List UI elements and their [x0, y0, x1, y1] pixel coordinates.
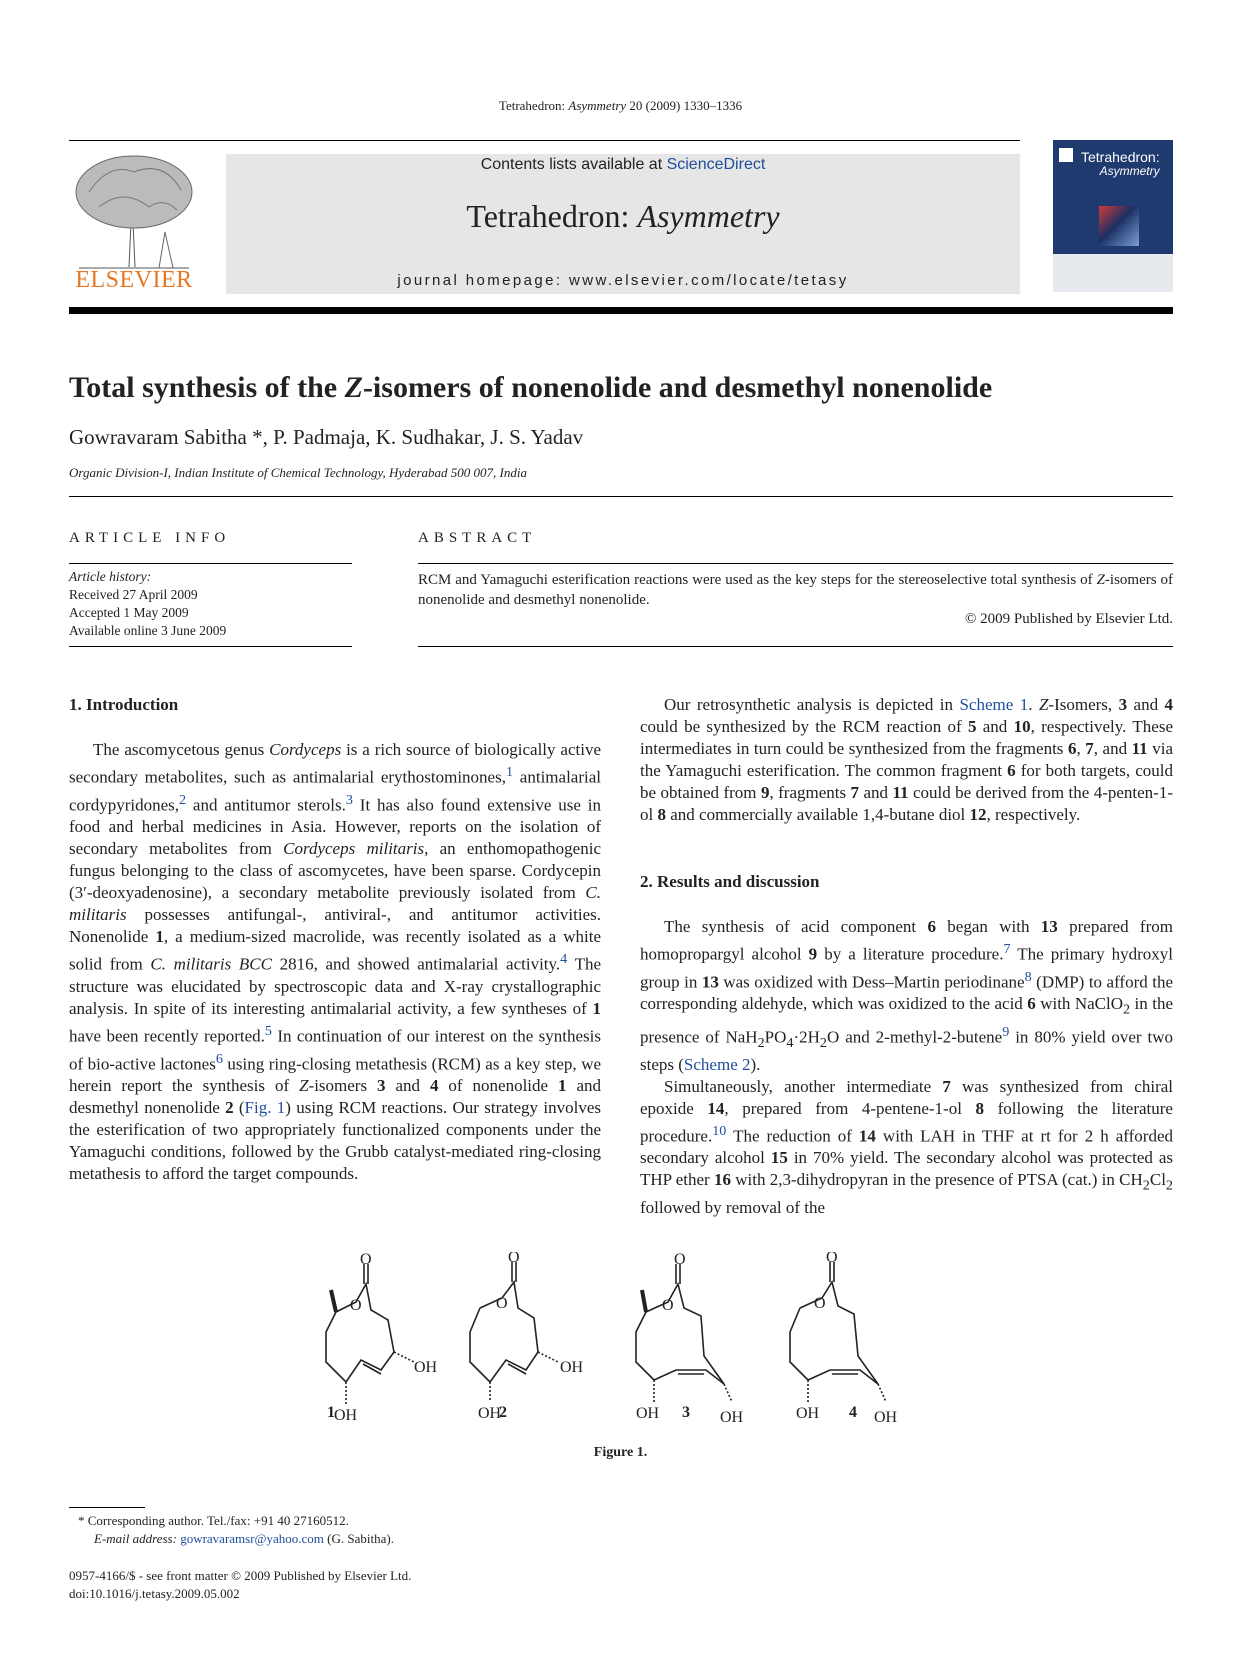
abstract-rule-top — [418, 563, 1173, 564]
elsevier-logo — [69, 152, 199, 294]
article-history — [69, 568, 226, 640]
author-list: Gowravaram Sabitha *, P. Padmaja, K. Sudhakar, J. S. Yadav — [69, 425, 584, 449]
cover-logo-icon — [1059, 148, 1073, 162]
title-rule — [69, 496, 1173, 497]
abstract-text: RCM and Yamaguchi esterification reactions were used as the key steps for the stereoselective total synthesis of Z-isomers of nonenolide and desmethyl nonenolide. — [418, 572, 1173, 608]
sciencedirect-link[interactable]: ScienceDirect — [666, 156, 766, 173]
scheme1-link[interactable]: Scheme 1 — [959, 695, 1029, 714]
journal-homepage[interactable]: journal homepage: www.elsevier.com/locate/tetasy — [397, 272, 849, 289]
compound-label: 1 — [327, 1404, 335, 1421]
history-label: Article history: — [69, 569, 152, 584]
received-date: Received 27 April 2009 — [69, 587, 198, 602]
email-link[interactable]: gowravaramsr@yahoo.com — [180, 1531, 324, 1546]
compound-label: 4 — [849, 1404, 857, 1421]
figure-1-structures — [296, 1252, 956, 1422]
ring-o-label: O — [350, 1297, 362, 1314]
affiliation: Organic Division-I, Indian Institute of Chemical Technology, Hyderabad 500 007, India — [69, 465, 527, 480]
corresponding-footnote: * Corresponding author. Tel./fax: +91 40 27160512. E-mail address: gowravaramsr@yahoo.com (G. Sabitha). — [78, 1513, 394, 1546]
contents-line: Contents lists available at ScienceDirect — [480, 156, 766, 173]
intro-body: The ascomycetous genus Cordyceps is a rich source of biologically active secondary metabolites, such as antimalarial erythostominones,$^1$ antimalarial cordypyridones,$^2$ and antitumor sterols.$^3$ It has also found extensive use in food and herbal medicines in Asia. However, reports on the isolation of secondary metabolites from Cordyceps militaris, an enthomopathogenic fungus belonging to the class of ascomycetes, have been sparse. Cordycepin (3′-deoxyadenosine), a secondary metabolite previously isolated from C. militaris possesses antifungal-, antiviral-, and antitumor activities. Nonenolide 1, a medium-sized macrolide, was recently isolated as a white solid from C. militaris BCC 2816, and showed antimalarial activity.$^4$ The structure was elucidated by spectroscopic data and X-ray crystallographic analysis. In spite of its interesting antimalarial activity, a few syntheses of 1 have been recently reported.$^5$ In continuation of our interest on the synthesis of bio-active lactones$^6$ using ring-closing metathesis (RCM) as a key step, we herein report the synthesis of Z-isomers 3 and 4 of nonenolide 1 and desmethyl nonenolide 2 (Fig. 1) using RCM reactions. Our strategy involves the esterification of two appropriately functionalized components under the Yamaguchi conditions, followed by the Grubb catalyst-mediated ring-closing metathesis to afford the target compounds. — [69, 740, 602, 1184]
oh-label: OH — [874, 1409, 898, 1422]
info-rule-bottom — [69, 646, 352, 647]
ring-o-label: O — [496, 1295, 508, 1312]
online-date: Available online 3 June 2009 — [69, 623, 227, 638]
publisher-name: ELSEVIER — [75, 267, 193, 293]
issn-line: 0957-4166/$ - see front matter © 2009 Published by Elsevier Ltd. — [69, 1568, 412, 1583]
retrosynthesis-paragraph: Our retrosynthetic analysis is depicted in Scheme 1. Z-Isomers, 3 and 4 could be synthesized by the RCM reaction of 5 and 10, respectively. These intermediates in turn could be synthesized from the fragments 6, 7, and 11 via the Yamaguchi esterification. The common fragment 6 for both targets, could be obtained from 9, fragments 7 and 11 could be derived from the 4-penten-1-ol 8 and commercially available 1,4-butane diol 12, respectively. — [640, 695, 1174, 824]
oh-label: OH — [334, 1407, 358, 1422]
oh-label: OH — [478, 1405, 502, 1422]
article-info-heading: ARTICLE INFO — [69, 530, 231, 546]
oh-label: OH — [636, 1405, 660, 1422]
article-title: Total synthesis of the Z-isomers of nonenolide and desmethyl nonenolide — [69, 371, 993, 404]
top-rule — [69, 140, 1020, 141]
oxo-label: O — [826, 1252, 838, 1266]
compound-label: 2 — [499, 1404, 507, 1421]
doi-line[interactable]: doi:10.1016/j.tetasy.2009.05.002 — [69, 1586, 240, 1601]
cover-artwork — [1099, 206, 1139, 246]
results-body: The synthesis of acid component 6 began with 13 prepared from homopropargyl alcohol 9 by a literature procedure.$^7$ The primary hydroxyl group in 13 was oxidized with Dess–Martin periodinane$^8$ (DMP) to afford the corresponding aldehyde, which was oxidized to the acid 6 with NaClO$_2$ in the presence of $NaH_2PO_4\cdot 2H_2O$ and 2-methyl-2-butene$^9$ in 80% yield over two steps (Scheme 2). Simultaneously, another intermediate 7 was synthesized from chiral epoxide 14, prepared from 4-pentene-1-ol 8 following the literature procedure.$^{10}$ The reduction of 14 with LAH in THF at rt for 2 h afforded secondary alcohol 15 in 70% yield. The secondary alcohol was protected as THP ether 16 with 2,3-dihydropyran in the presence of PTSA (cat.) in $CH_2Cl_2$ followed by removal of the — [640, 917, 1174, 1217]
oh-label: OH — [796, 1405, 820, 1422]
oxo-label: O — [508, 1252, 520, 1266]
figure-caption: Figure 1. — [593, 1445, 648, 1460]
oxo-label: O — [360, 1252, 372, 1268]
header-thick-rule — [69, 307, 1173, 314]
journal-banner — [226, 154, 1020, 294]
info-rule-top — [69, 563, 352, 564]
oh-label: OH — [560, 1359, 584, 1376]
compound-1 — [326, 1264, 414, 1404]
compound-3 — [636, 1264, 732, 1402]
tree-logo-icon — [69, 152, 199, 270]
accepted-date: Accepted 1 May 2009 — [69, 605, 189, 620]
compound-2 — [470, 1262, 558, 1402]
compound-numbers — [296, 1404, 956, 1424]
abstract-copyright: © 2009 Published by Elsevier Ltd. — [964, 611, 1173, 627]
footnote-rule — [69, 1507, 145, 1508]
results-heading: 2. Results and discussion — [640, 872, 820, 891]
oxo-label: O — [674, 1252, 686, 1268]
cover-footer — [1053, 254, 1173, 292]
ring-o-label: O — [662, 1297, 674, 1314]
ring-o-label: O — [814, 1295, 826, 1312]
fig1-link[interactable]: Fig. 1 — [244, 1098, 286, 1118]
compound-label: 3 — [682, 1404, 690, 1421]
oh-label: OH — [720, 1409, 744, 1422]
abstract-rule-bottom — [418, 646, 1173, 647]
abstract-heading: ABSTRACT — [418, 530, 537, 546]
oh-label: OH — [414, 1359, 438, 1376]
journal-title: Tetrahedron: Asymmetry — [466, 198, 780, 234]
intro-heading: 1. Introduction — [69, 695, 179, 714]
journal-cover — [1053, 140, 1173, 292]
compound-4 — [790, 1262, 886, 1402]
scheme2-link[interactable]: Scheme 2 — [683, 1054, 751, 1074]
journal-citation: Tetrahedron: Asymmetry 20 (2009) 1330–1336 — [498, 98, 743, 113]
cover-title: Tetrahedron: Asymmetry — [1081, 149, 1160, 178]
